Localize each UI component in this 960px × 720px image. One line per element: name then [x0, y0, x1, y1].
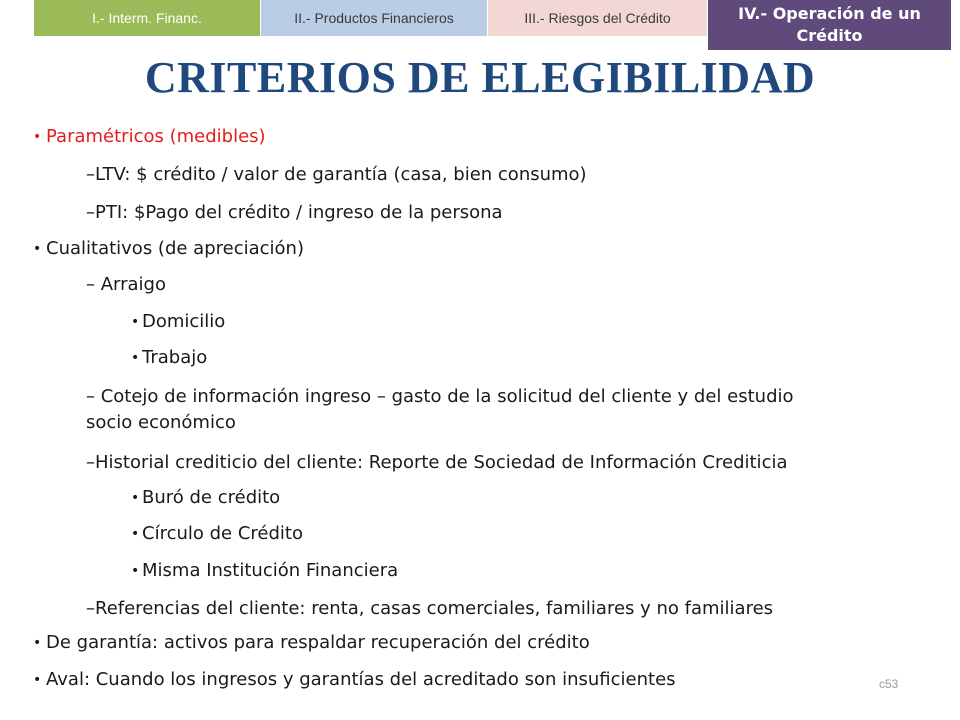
bullet-icon: •	[131, 350, 140, 366]
sub-item-cotejo-cont: socio económico	[86, 412, 236, 433]
bullet-icon: •	[33, 672, 42, 688]
tab-riesgos-credito[interactable]: III.- Riesgos del Crédito	[488, 0, 707, 36]
sub-sub-item-misma-institucion: • Misma Institución Financiera	[142, 558, 398, 584]
section-tabs	[0, 0, 960, 50]
tab-interm-financ[interactable]: I.- Interm. Financ.	[34, 0, 260, 36]
sub-item-ltv: –LTV: $ crédito / valor de garantía (casa, bien consumo)	[86, 164, 587, 185]
sub-sub-item-trabajo: • Trabajo	[142, 345, 207, 371]
sub-sub-item-buro: • Buró de crédito	[142, 485, 280, 511]
slide-title: CRITERIOS DE ELEGIBILIDAD	[144, 53, 816, 102]
bullet-icon: •	[131, 563, 140, 579]
bullet-cualitativos: • Cualitativos (de apreciación)	[46, 236, 304, 262]
bullet-icon: •	[131, 314, 140, 330]
sub-item-historial: –Historial crediticio del cliente: Reporte de Sociedad de Información Crediticia	[86, 452, 788, 473]
bullet-icon: •	[131, 490, 140, 506]
bullet-aval: • Aval: Cuando los ingresos y garantías del acreditado son insuficientes	[46, 667, 676, 693]
bullet-icon: •	[33, 241, 42, 257]
sub-item-pti: –PTI: $Pago del crédito / ingreso de la persona	[86, 202, 503, 223]
bullet-garantia: • De garantía: activos para respaldar recuperación del crédito	[46, 630, 590, 656]
bullet-parametricos: • Paramétricos (medibles)	[46, 124, 266, 150]
tab-productos-financieros[interactable]: II.- Productos Financieros	[261, 0, 487, 36]
sub-item-cotejo: – Cotejo de información ingreso – gasto de la solicitud del cliente y del estudio	[86, 386, 794, 407]
sub-item-arraigo: – Arraigo	[86, 274, 166, 295]
tab-operacion-credito[interactable]: IV.- Operación de un Crédito	[708, 0, 951, 50]
slide-number: c53	[879, 677, 899, 691]
sub-item-referencias: –Referencias del cliente: renta, casas comerciales, familiares y no familiares	[86, 598, 774, 619]
bullet-icon: •	[131, 526, 140, 542]
sub-sub-item-domicilio: • Domicilio	[142, 309, 225, 335]
bullet-icon: •	[33, 635, 42, 651]
bullet-icon: •	[33, 129, 42, 145]
sub-sub-item-circulo: • Círculo de Crédito	[142, 521, 303, 547]
